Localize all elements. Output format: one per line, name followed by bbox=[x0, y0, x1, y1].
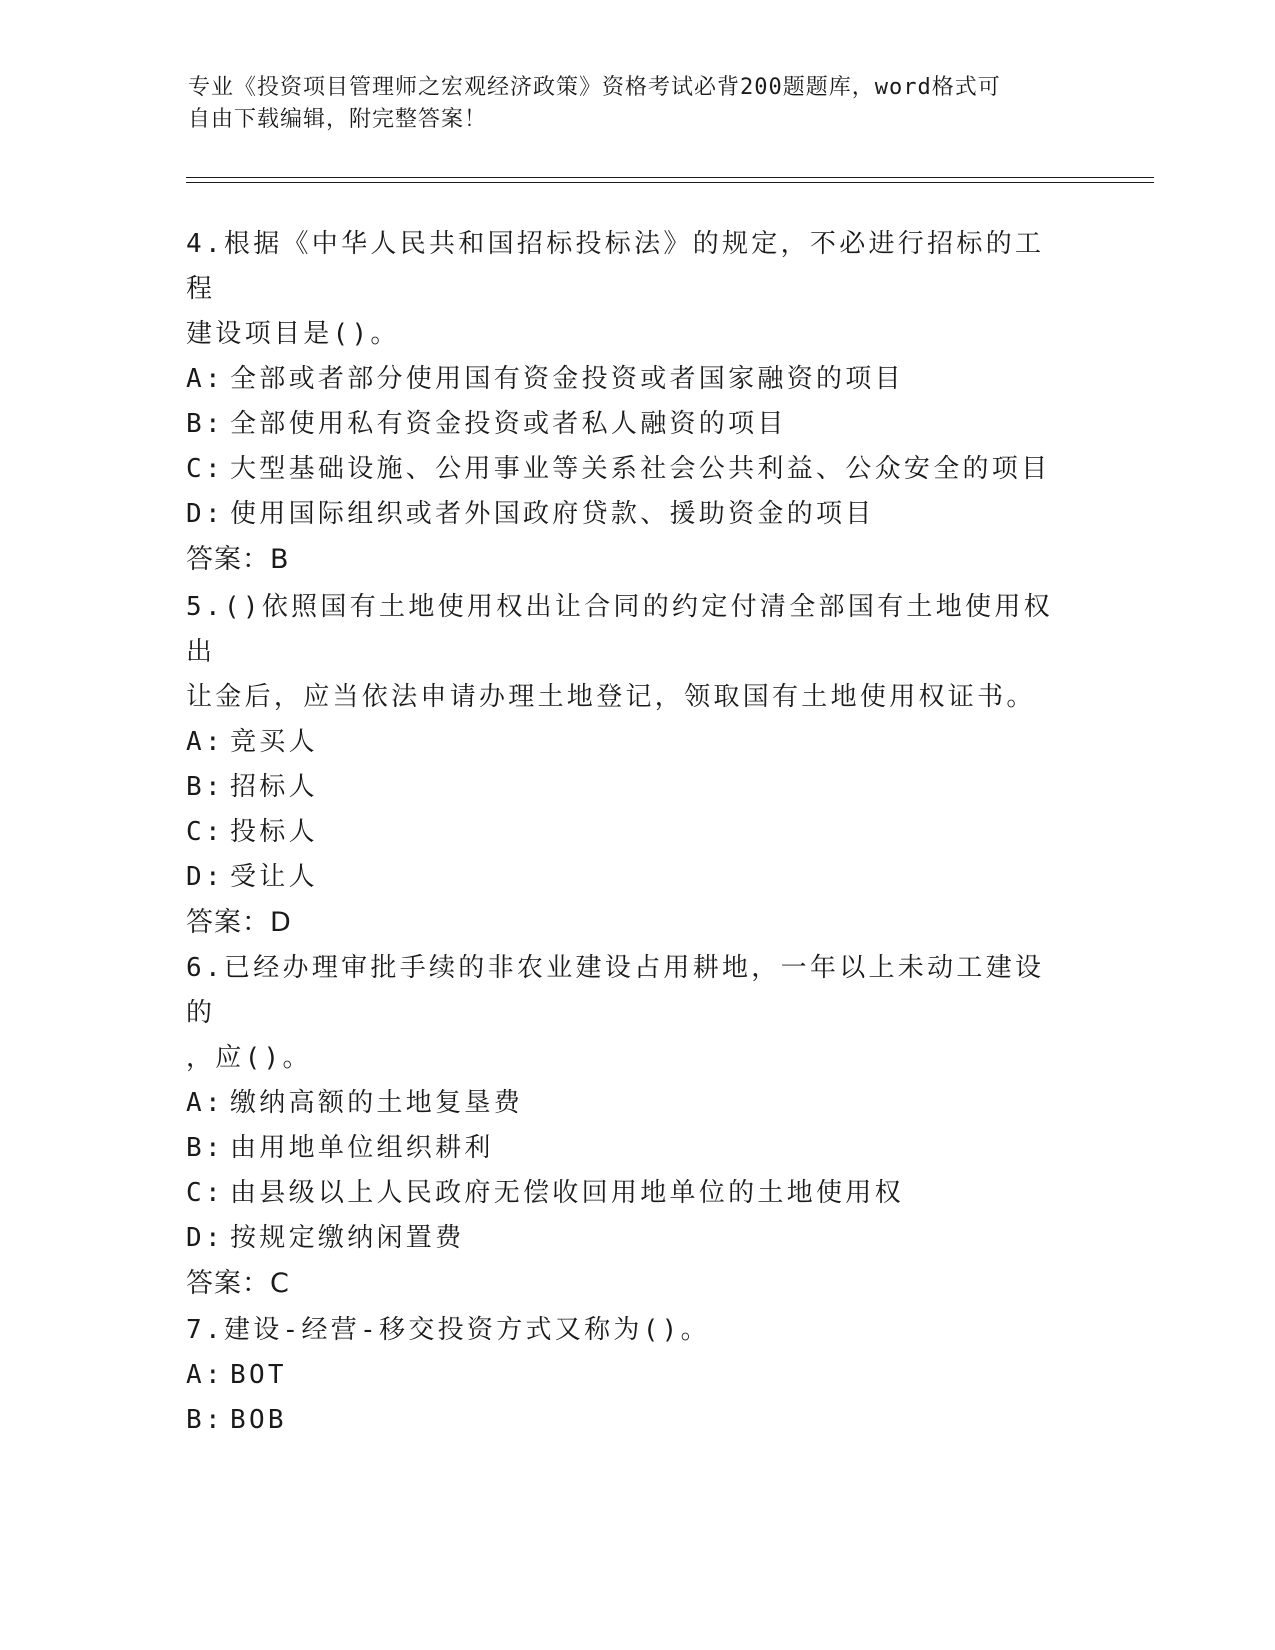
option-text: 全部使用私有资金投资或者私人融资的项目 bbox=[230, 409, 787, 439]
header-divider-bottom bbox=[186, 182, 1154, 183]
option-text: 全部或者部分使用国有资金投资或者国家融资的项目 bbox=[230, 364, 904, 394]
option-c bbox=[186, 1171, 1066, 1216]
option-text: BOT bbox=[230, 1360, 287, 1390]
option-b bbox=[186, 402, 1066, 447]
option-text: 受让人 bbox=[230, 862, 318, 892]
question-stem-line: 4.根据《中华人民共和国招标投标法》的规定，不必进行招标的工程 bbox=[186, 229, 1045, 304]
header-line-1: 专业《投资项目管理师之宏观经济政策》资格考试必背200题题库，word格式可 bbox=[188, 75, 1001, 100]
header-line-2: 自由下载编辑，附完整答案！ bbox=[188, 107, 488, 132]
option-letter: A: bbox=[186, 1360, 224, 1390]
option-a bbox=[186, 357, 1066, 402]
answer-label: 答案：D bbox=[186, 907, 292, 938]
option-text: BOB bbox=[230, 1405, 287, 1435]
option-text: 大型基础设施、公用事业等关系社会公共利益、公众安全的项目 bbox=[230, 454, 1051, 484]
header-divider-top bbox=[186, 177, 1154, 178]
question-stem-line: 建设项目是()。 bbox=[186, 319, 400, 349]
option-a bbox=[186, 720, 1066, 765]
question-4 bbox=[186, 222, 1066, 582]
option-letter: C: bbox=[186, 817, 224, 847]
option-c bbox=[186, 810, 1066, 855]
option-letter: C: bbox=[186, 454, 224, 484]
option-text: 投标人 bbox=[230, 817, 318, 847]
option-letter: A: bbox=[186, 727, 224, 757]
option-letter: A: bbox=[186, 364, 224, 394]
question-6 bbox=[186, 946, 1066, 1306]
option-text: 招标人 bbox=[230, 772, 318, 802]
answer-label: 答案：B bbox=[186, 544, 290, 575]
option-c bbox=[186, 447, 1066, 492]
option-letter: B: bbox=[186, 409, 224, 439]
option-text: 由县级以上人民政府无偿收回用地单位的土地使用权 bbox=[230, 1178, 904, 1208]
option-a bbox=[186, 1081, 1066, 1126]
question-stem-line: 5.()依照国有土地使用权出让合同的约定付清全部国有土地使用权出 bbox=[186, 592, 1053, 667]
option-d bbox=[186, 1216, 1066, 1261]
question-stem-line: 7.建设-经营-移交投资方式又称为()。 bbox=[186, 1315, 710, 1345]
question-5 bbox=[186, 585, 1066, 945]
option-b bbox=[186, 765, 1066, 810]
answer-label: 答案：C bbox=[186, 1268, 290, 1299]
question-stem-line: ，应()。 bbox=[186, 1043, 312, 1073]
option-letter: D: bbox=[186, 499, 224, 529]
option-text: 按规定缴纳闲置费 bbox=[230, 1223, 465, 1253]
option-letter: A: bbox=[186, 1088, 224, 1118]
question-stem-line: 6.已经办理审批手续的非农业建设占用耕地，一年以上未动工建设的 bbox=[186, 953, 1045, 1028]
option-text: 使用国际组织或者外国政府贷款、援助资金的项目 bbox=[230, 499, 875, 529]
option-letter: D: bbox=[186, 1223, 224, 1253]
option-d bbox=[186, 855, 1066, 900]
option-b bbox=[186, 1126, 1066, 1171]
option-a bbox=[186, 1353, 1066, 1398]
option-b bbox=[186, 1398, 1066, 1443]
option-d bbox=[186, 492, 1066, 537]
option-text: 缴纳高额的土地复垦费 bbox=[230, 1088, 524, 1118]
option-letter: D: bbox=[186, 862, 224, 892]
document-header bbox=[188, 72, 1068, 136]
option-letter: B: bbox=[186, 1405, 224, 1435]
question-7 bbox=[186, 1308, 1066, 1443]
question-stem-line: 让金后，应当依法申请办理土地登记，领取国有土地使用权证书。 bbox=[186, 682, 1036, 712]
option-letter: B: bbox=[186, 772, 224, 802]
option-letter: B: bbox=[186, 1133, 224, 1163]
option-text: 由用地单位组织耕利 bbox=[230, 1133, 494, 1163]
option-letter: C: bbox=[186, 1178, 224, 1208]
option-text: 竞买人 bbox=[230, 727, 318, 757]
